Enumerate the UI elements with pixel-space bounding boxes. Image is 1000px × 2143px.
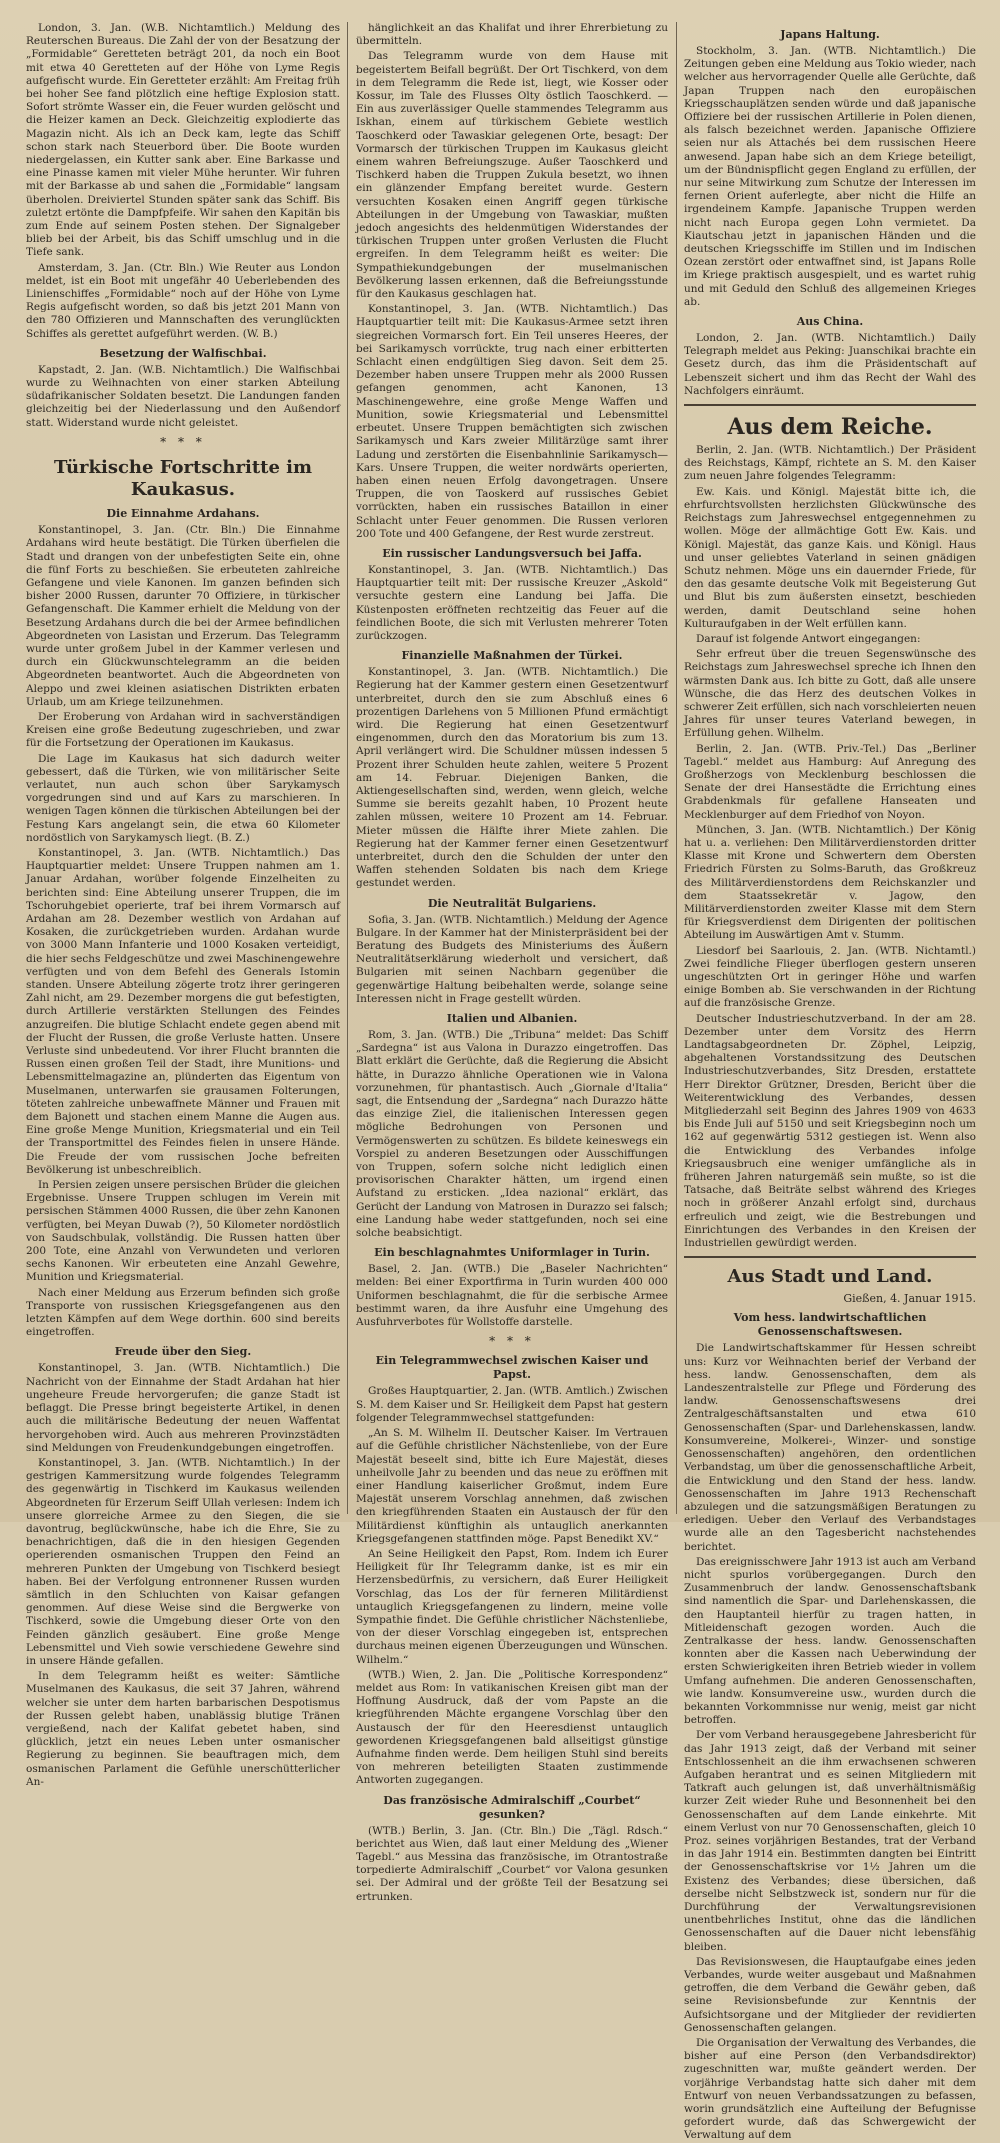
article-paragraph: In Persien zeigen unsere persischen Brüder die gleichen Ergebnisse. Unsere Truppen schlugen im Verein mit persischen Stämmen 4000 Russen, die über zehn Kanonen verfügten, bei Meyan Duwab (?), 50 Kilometer nordöstlich von Saudschbulak, vollständig. Die Russen hatten über 200 Tote, eine Anzahl von Verwundeten und verloren sechs Kanonen. Wir erbeuteten eine Anzahl Gewehre, Munition und Kriegsmaterial.: [26, 1179, 340, 1284]
column-rule: [347, 22, 348, 1514]
article-paragraph: Berlin, 2. Jan. (WTB. Nichtamtlich.) Der Präsident des Reichstags, Kämpf, richtete an S. M. den Kaiser zum neuen Jahre folgendes Telegramm:: [684, 444, 976, 483]
article-paragraph: „An S. M. Wilhelm II. Deutscher Kaiser. Im Vertrauen auf die Gefühle christlicher Nächstenliebe, von der Eure Majestät beseelt sind, bitte ich Eure Majestät, dieses unheilvolle Jahr zu beenden und das neue zu eröffnen mit einer Handlung kaiserlicher Großmut, indem Eure Majestät unserem Vorschlag annehmen, daß zwischen den kriegführenden Staaten ein Austausch der für den Militärdienst künftighin als untauglich anerkannten Kriegsgefangenen stattfinden möge. Papst Benedikt XV.“: [356, 1427, 668, 1545]
article-paragraph: Liesdorf bei Saarlouis, 2. Jan. (WTB. Nichtamtl.) Zwei feindliche Flieger überflogen gestern unseren ungeschützten Ort in geringer Höhe und warfen einige Bomben ab. Sie verschwanden in der Richtung auf die französische Grenze.: [684, 944, 976, 1010]
article-paragraph: Das Telegramm wurde von dem Hause mit begeistertem Beifall begrüßt. Der Ort Tischkerd, von dem in dem Telegramm die Rede ist, liegt, wie Kosser oder Kossur, im Tale des Flusses Olty östlich Taoschkerd. — Ein aus zuverlässiger Quelle stammendes Telegramm aus Iskhan, einem auf türkischem Gebiete westlich Taoschkerd oder Tawaskiar gelegenen Orte, besagt: Der Vormarsch der türkischen Truppen im Kaukasus gleicht einem wahren Befreiungszuge. Außer Taoschkerd und Tischkerd haben die Truppen Zukula besetzt, wo ihnen ein glänzender Empfang bereitet wurde. Gestern versuchten Kosaken einen Angriff gegen türkische Abteilungen in der Umgebung von Tawaskiar, mußten jedoch angesichts des heldenmütigen Widerstandes der türkischen Truppen unter großen Verlusten die Flucht ergreifen. In dem Telegramm heißt es weiter: Die Sympathiekundgebungen der muselmanischen Bevölkerung lassen erkennen, daß die Befreiungsstunde für den Kaukasus geschlagen hat.: [356, 50, 668, 301]
article-paragraph: Die Lage im Kaukasus hat sich dadurch weiter gebessert, daß die Türken, wie von militärischer Seite verlautet, nun auch schon über Sarykamysch vorgedrungen sind und auf Kars zu marschieren. In wenigen Tagen können die türkischen Abteilungen bei der Festung Kars angelangt sein, die etwa 60 Kilometer nordöstlich von Sarykamysch liegt. (B. Z.): [26, 752, 340, 844]
section-heading: Das französische Admiralschiff „Courbet“ gesunken?: [383, 1793, 641, 1821]
article-paragraph: Amsterdam, 3. Jan. (Ctr. Bln.) Wie Reuter aus London meldet, ist ein Boot mit ungefähr 40 Ueberlebenden des Linienschiffes „Formidable“ noch auf der Höhe von Lyme Regis aufgefischt worden, so daß bis jetzt 201 Mann von den 780 Offizieren und Mannschaften des verunglückten Schiffes als gerettet aufgeführt werden. (W. B.): [26, 261, 340, 340]
article-paragraph: Basel, 2. Jan. (WTB.) Die „Baseler Nachrichten“ melden: Bei einer Exportfirma in Turin wurden 400 000 Uniformen beschlagnahmt, die für die serbische Armee bestimmt waren, da ihre Ausfuhr eine Umgehung des Ausfuhrverbotes für Wollstoffe darstelle.: [356, 1263, 668, 1329]
section-heading: Ein Telegrammwechsel zwischen Kaiser und Papst.: [375, 1354, 649, 1382]
separator-stars: * * *: [160, 434, 206, 449]
article-paragraph: München, 3. Jan. (WTB. Nichtamtlich.) Der König hat u. a. verliehen: Den Militärverdienstorden dritter Klasse mit Krone und Schwertern dem Obersten Friedrich Fürsten zu Solms-Baruth, das Großkreuz des Militärverdienstordens dem Reichskanzler und dem Staatssekretär v. Jagow, den Militärverdienstorden zweiter Klasse mit dem Stern für Kriegsverdienst dem Dirigenten der politischen Abteilung im Auswärtigen Amt v. Stumm.: [684, 823, 976, 942]
column-middle: [356, 22, 668, 1903]
section-heading: Japans Haltung.: [780, 28, 880, 41]
article-paragraph: Kapstadt, 2. Jan. (W.B. Nichtamtlich.) Die Walfischbai wurde zu Weihnachten von einer starken Abteilung südafrikanischer Soldaten besetzt. Die Landungen fanden gleichzeitig bei der Niederlassung und den Außendorf statt. Widerstand wurde nicht geleistet.: [26, 363, 340, 429]
section-heading: Aus China.: [796, 315, 864, 329]
section-heading: Vom hess. landwirtschaftlichen Genossenschaftswesen.: [733, 1311, 927, 1339]
section-divider: [684, 404, 976, 406]
column-left: [26, 22, 340, 1788]
article-paragraph: Ew. Kais. und Königl. Majestät bitte ich, die ehrfurchtsvollsten herzlichsten Glückwünsche des Reichstags zum Jahreswechsel entgegennehmen zu wollen. Möge der allmächtige Gott Ew. Kais. und Königl. Majestät, das ganze Kais. und Königl. Haus und unser geliebtes Vaterland in seinen gnädigen Schutz nehmen. Möge uns ein dauernder Friede, für den das gesamte deutsche Volk mit Begeisterung Gut und Blut bis zum äußersten einsetzt, beschieden werden, damit Deutschland seine hohen Kulturaufgaben in der Welt erfüllen kann.: [684, 485, 976, 630]
section-heading: Die Einnahme Ardahans.: [106, 507, 260, 521]
article-paragraph: Konstantinopel, 3. Jan. (WTB. Nichtamtlich.) In der gestrigen Kammersitzung wurde folgendes Telegramm des gegenwärtig in Tischkerd im Kaukasus weilenden Abgeordneten für Erzerum Seiff Ullah verlesen: Indem ich unsere glorreiche Armee zu den Siegen, die sie davontrug, beglückwünsche, habe ich die Ehre, Sie zu benachrichtigen, daß die in den hiesigen Gegenden operierenden osmanischen Truppen den Feind an mehreren Punkten der Umgebung von Tischkerd besiegt haben. Bei der Verfolgung entronnener Russen wurden sämtlich in den Schluchten von Kaisar gefangen genommen. Auf diese Weise sind die Bergwerke von Tischkerd, sowie die Umgebung dieser Orte von den Feinden gänzlich gesäubert. Eine große Menge Lebensmittel und Vieh sowie verschiedene Gewehre sind in unsere Hände gefallen.: [26, 1456, 340, 1667]
article-paragraph: hänglichkeit an das Khalifat und ihrer Ehrerbietung zu übermitteln.: [356, 22, 668, 48]
main-headline: Türkische Fortschritte im Kaukasus.: [53, 457, 313, 501]
section-heading: Ein russischer Landungsversuch bei Jaffa.: [382, 546, 642, 560]
article-paragraph: (WTB.) Berlin, 3. Jan. (Ctr. Bln.) Die „Tägl. Rdsch.“ berichtet aus Wien, daß laut einer Meldung des „Wiener Tagebl.“ aus Messina das französische, im Otrantostraße torpedierte Admiralschiff „Courbet“ vor Valona gesunken sei. Der Admiral und der größte Teil der Besatzung sei ertrunken.: [356, 1824, 668, 1903]
article-paragraph: Sofia, 3. Jan. (WTB. Nichtamtlich.) Meldung der Agence Bulgare. In der Kammer hat der Ministerpräsident bei der Beratung des Budgets des Ministeriums des Äußern Neutralitätserklärung wiederholt und versichert, daß Bulgarien mit seinen Nachbarn gegenüber die gegenwärtige Haltung beibehalten werde, solange seine Interessen nicht in Frage gestellt würden.: [356, 913, 668, 1005]
article-paragraph: Konstantinopel, 3. Jan. (WTB. Nichtamtlich.) Das Hauptquartier meldet: Unsere Truppen nahmen am 1. Januar Ardahan, worüber folgende Einzelheiten zu berichten sind: Eine Abteilung unserer Truppen, die im Tschoruhgebiet operierte, traf bei ihrem Vormarsch auf Ardahan am 28. Dezember westlich von Ardahan auf Kosaken, die zurückgetrieben wurden. Ardahan wurde von 3000 Mann Infanterie und 1000 Kosaken verteidigt, die hier sechs Feldgeschütze und zwei Maschinengewehre verfügten und von dem Befehl des Generals Istomin standen. Unsere Abteilung zögerte trotz ihrer geringeren Zahl nicht, am 29. Dezember morgens die gut befestigten, durch Artillerie verstärkten Stellungen des Feindes anzugreifen. Die blutige Schlacht endete gegen abend mit der Flucht der Russen, die große Verluste hatten. Unsere Verluste sind unbedeutend. Vor ihrer Flucht brannten die Russen einen großen Teil der Stadt, ihre Munitions- und Lebensmittelmagazine an, plünderten das Eigentum von Muselmanen, unterwarfen sie grausamen Folterungen, töteten zahlreiche unbewaffnete Männer und Frauen mit dem Bajonett und stachen einem Manne die Augen aus. Eine große Menge Munition, Kriegsmaterial und ein Teil der Transportmittel des Feindes fielen in unsere Hände. Die Freude der vom russischen Joche befreiten Bevölkerung ist unbeschreiblich.: [26, 846, 340, 1176]
section-divider: [684, 1256, 976, 1258]
article-paragraph: Konstantinopel, 3. Jan. (Ctr. Bln.) Die Einnahme Ardahans wird heute bestätigt. Die Türken überfielen die Stadt und drangen von der unbefestigten Seite ein, ohne die fünf Forts zu beschießen. Sie erbeuteten zahlreiche Gefangene und viele Kanonen. Im ganzen befinden sich bisher 2000 Russen, darunter 70 Offiziere, in türkischer Gefangenschaft. Die Kammer erhielt die Meldung von der Besetzung Ardahans durch die bei der Armee befindlichen Abgeordneten von Lasistan und Erzerum. Das Telegramm wurde unter großem Jubel in der Kammer verlesen und durch ein Glückwunschtelegramm an die beiden Abgeordneten beantwortet. Auch die Abgeordneten von Aleppo und zwei kleinen asiatischen Distrikten erbaten Urlaub, um am Kriege teilzunehmen.: [26, 524, 340, 708]
article-paragraph: Rom, 3. Jan. (WTB.) Die „Tribuna“ meldet: Das Schiff „Sardegna“ ist aus Valona in Durazzo eingetroffen. Das Blatt erklärt die Gerüchte, daß die Regierung die Absicht hätte, in Durazzo ähnliche Operationen wie in Valona vorzunehmen, für phantastisch. Auch „Giornale d'Italia“ sagt, die Entsendung der „Sardegna“ nach Durazzo hätte das einzige Ziel, die italienischen Interessen gegen mögliche Bedrohungen von Personen und Vermögenswerten zu schützen. Es bildete keineswegs ein Vorspiel zu anderen Besetzungen oder Ausschiffungen von Truppen, sofern solche nicht lediglich einen provisorischen Charakter hätten, um irgend einen Aufstand zu ersticken. „Idea nazional“ erklärt, das Gerücht der Landung von Matrosen in Durazzo sei falsch; eine Landung habe weder stattgefunden, noch sei eine solche beabsichtigt.: [356, 1029, 668, 1240]
article-paragraph: Deutscher Industrieschutzverband. In der am 28. Dezember unter dem Vorsitz des Herrn Landtagsabgeordneten Dr. Zöphel, Leipzig, abgehaltenen Vorstandssitzung des Deutschen Industrieschutzverbandes, Sitz Dresden, erstattete Herr Direktor Grützner, Dresden, Bericht über die Weiterentwicklung des Verbandes, dessen Mitgliederzahl seit Beginn des Jahres 1909 von 4633 bis Ende Juli auf 5150 und seit Kriegsbeginn noch um 162 auf gegenwärtig 5312 gestiegen ist. Wenn also die Entwicklung des Verbandes infolge Kriegsausbruch eine weniger umfängliche als in früheren Jahren naturgemäß sein mußte, so ist die Tatsache, daß Beiträte selbst während des Krieges noch in größerer Anzahl erfolgt sind, durchaus erfreulich und zeigt, wie die Bestrebungen und Einrichtungen des Verbandes in den Kreisen der Industriellen gewürdigt werden.: [684, 1012, 976, 1250]
article-paragraph: Der vom Verband herausgegebene Jahresbericht für das Jahr 1913 zeigt, daß der Verband mit seiner Entschlossenheit an die ihm erwachsenen schweren Aufgaben herantrat und es seinen Mitgliedern mit Tatkraft auch gelungen ist, daß unverhältnismäßig kurzer Zeit wieder Ruhe und Besonnenheit bei den Genossenschaften auf dem Lande einkehrte. Mit einem Verlust von nur 70 Genossenschaften, gleich 10 Proz. seines vorjährigen Bestandes, trat der Verband in das Jahr 1914 ein. Bestimmten dangten bei Eintritt der Genossenschaftskrise vor 1½ Jahren um die Existenz des Verbandes; diese übersichen, daß derselbe nicht Selbstzweck ist, sondern nur für die Durchführung der Verwaltungsrevisionen unentbehrliches Institut, ohne das die ländlichen Genossenschaften auf die Dauer nicht lebensfähig bleiben.: [684, 1729, 976, 1953]
article-paragraph: Sehr erfreut über die treuen Segenswünsche des Reichstags zum Jahreswechsel spreche ich Ihnen den wärmsten Dank aus. Ich bitte zu Gott, daß alle unsere Wünsche, die das Herz des deutschen Volkes in schwerer Zeit erfüllen, sich nach vorschleierten neuen Jahres für unser teures Vaterland bewegen, in Erfüllung gehen. Wilhelm.: [684, 648, 976, 740]
article-paragraph: Großes Hauptquartier, 2. Jan. (WTB. Amtlich.) Zwischen S. M. dem Kaiser und Sr. Heiligkeit dem Papst hat gestern folgender Telegrammwechsel stattgefunden:: [356, 1385, 668, 1424]
article-paragraph: Nach einer Meldung aus Erzerum befinden sich große Transporte von russischen Kriegsgefangenen aus den letzten Kämpfen auf dem Wege dorthin. 600 sind bereits eingetroffen.: [26, 1286, 340, 1339]
section-heading: Italien und Albanien.: [446, 1012, 578, 1026]
article-paragraph: Der Eroberung von Ardahan wird in sachverständigen Kreisen eine große Bedeutung zugeschrieben, und zwar für die Fortsetzung der Operationen im Kaukasus.: [26, 710, 340, 750]
article-paragraph: Die Landwirtschaftskammer für Hessen schreibt uns: Kurz vor Weihnachten berief der Verband der hess. landw. Genossenschaften, dem als Landeszentralstelle zur Pflege und Förderung des landw. Genossenschaftswesens drei Zentralgeschäftsanstalten und etwa 610 Genossenschaften (Spar- und Darlehenskassen, landw. Konsumvereine, Molkerei-, Winzer- und sonstige Genossenschaften) angehören, den ordentlichen Verbandstag, um über die genossenschaftliche Arbeit, die Entwicklung und den Stand der hess. landw. Genossenschaften im Jahre 1913 Rechenschaft abzulegen und die satzungsmäßigen Beratungen zu erledigen. Ueber den Verlauf des Verbandstages wurde alle an den Tagesbericht nachstehendes berichtet.: [684, 1342, 976, 1553]
section-heading: Ein beschlagnahmtes Uniformlager in Turin.: [374, 1246, 650, 1260]
article-paragraph: An Seine Heiligkeit den Papst, Rom. Indem ich Eurer Heiligkeit für Ihr Telegramm danke, ist es mir ein Herzensbedürfnis, zu versichern, daß Eurer Heiligkeit Vorschlag, das Los der für ferneren Militärdienst untauglich Kriegsgefangenen zu lindern, meine volle Sympathie findet. Die Gefühle christlicher Nächstenliebe, von der dieser Vorschlag eingegeben ist, entsprechen durchaus meinen eigenen Überzeugungen und Wünschen. Wilhelm.“: [356, 1547, 668, 1666]
dateline: Gießen, 4. Januar 1915.: [843, 1292, 976, 1306]
section-heading: Freude über den Sieg.: [114, 1345, 252, 1359]
article-paragraph: (WTB.) Wien, 2. Jan. Die „Politische Korrespondenz“ meldet aus Rom: In vatikanischen Kreisen gibt man der Hoffnung Ausdruck, daß der vom Papste an die kriegführenden Mächte ergangene Vorschlag über den Austausch der für den Heeresdienst untauglich gewordenen Kriegsgefangenen bald allseitigst günstige Aufnahme finden werde. Dem heiligen Stuhl sind bereits von mehreren beteiligten Staaten zustimmende Antworten zugegangen.: [356, 1668, 668, 1787]
column-right: [684, 22, 976, 2142]
section-heading: Finanzielle Maßnahmen der Türkei.: [401, 649, 623, 663]
article-paragraph: Das ereignisschwere Jahr 1913 ist auch am Verband nicht spurlos vorübergegangen. Durch den Zusammenbruch der landw. Genossenschaftsbank sind namentlich die Spar- und Darlehenskassen, die den Hauptanteil hierfür zu tragen hatten, in Mitleidenschaft gezogen worden. Auch die Zentralkasse der hess. landw. Genossenschaften konnten aber die Kassen nach Ueberwindung der ersten Schwierigkeiten ihren Betrieb wieder in vollem Umfang aufnehmen. Die anderen Genossenschaften, wie landw. Konsumvereine usw., wurden durch die bekannten Vorkommnisse nur wenig, meist gar nicht betroffen.: [684, 1555, 976, 1727]
section-heading: Besetzung der Walfischbai.: [99, 346, 267, 360]
article-paragraph: Konstantinopel, 3. Jan. (WTB. Nichtamtlich.) Das Hauptquartier teilt mit: Der russische Kreuzer „Askold“ versuchte gestern eine Landung bei Jaffa. Die Küstenposten eröffneten rechtzeitig das Feuer auf die feindlichen Boote, die sich mit Verlusten mehrerer Toten zurückzogen.: [356, 563, 668, 642]
article-paragraph: London, 2. Jan. (WTB. Nichtamtlich.) Daily Telegraph meldet aus Peking: Juanschikai brachte ein Gesetz durch, das ihm die Präsidentschaft auf Lebenszeit sichert und ihm das Recht der Wahl des Nachfolgers einräumt.: [684, 332, 976, 397]
article-paragraph: Stockholm, 3. Jan. (WTB. Nichtamtlich.) Die Zeitungen geben eine Meldung aus Tokio wieder, nach welcher aus hervorragender Quelle alle Gerüchte, daß Japan Truppen nach den europäischen Kriegsschauplätzen senden würde und daß japanische Offiziere bei der russischen Artillerie in Polen dienen, als falsch bezeichnet werden. Japanische Offiziere seien nur als Attachés bei dem russischen Heere anwesend. Japan habe sich an dem Kriege beteiligt, um der Bündnispflicht gegen England zu erfüllen, der nur seine Mitwirkung zum Schutze der Interessen im fernen Orient auferlegte, aber nicht die Hilfe an irgendeinem Kampfe. Japanische Truppen werden nicht nach Europa gegen Lohn vermietet. Da Kiautschau jetzt in japanischen Händen und die deutschen Kriegsschiffe im Stillen und im Indischen Ozean zerstört oder entwaffnet sind, ist Japans Rolle im Kriege praktisch ausgespielt, und es wartet ruhig und mit Geduld den Schluß des allgemeinen Krieges ab.: [684, 45, 976, 308]
article-paragraph: London, 3. Jan. (W.B. Nichtamtlich.) Meldung des Reuterschen Bureaus. Die Zahl der von der Besatzung der „Formidable“ Geretteten beträgt 201, da noch ein Boot mit etwa 40 Geretteten auf der Höhe von Lyme Regis aufgefischt wurde. Ein Geretteter erzählt: Am Freitag früh bei hoher See fand plötzlich eine heftige Explosion statt. Sofort strömte Wasser ein, die Feuer wurden gelöscht und die Heizer kamen an Deck. Gleichzeitig explodierte das Magazin nicht. Als ich an Deck kam, legte das Schiff schon stark nach Steuerbord über. Die Boote wurden niedergelassen, ein Kutter sank aber. Eine Barkasse und eine Pinasse kamen mit vieler Mühe herunter. Wir fuhren mit der Barkasse ab und sahen die „Formidable“ langsam überholen. Dreiviertel Stunden später sank das Schiff. Bis zuletzt ertönte die Dampfpfeife. Wir sahen den Kapitän bis zum Ende auf seinem Posten stehen. Der Signalgeber blieb bei der Arbeit, bis das Schiff umschlug und in die Tiefe sank.: [26, 22, 340, 259]
section-headline: Aus Stadt und Land.: [727, 1266, 933, 1288]
article-paragraph: Das Revisionswesen, die Hauptaufgabe eines jeden Verbandes, wurde weiter ausgebaut und Maßnahmen getroffen, die dem Verband die Gewähr geben, daß seine Revisionsbefunde zur Kenntnis der Aufsichtsorgane und der Mitglieder der revidierten Genossenschaften gelangen.: [684, 1955, 976, 2034]
separator-stars: * * *: [489, 1334, 535, 1349]
article-paragraph: In dem Telegramm heißt es weiter: Sämtliche Muselmanen des Kaukasus, die seit 37 Jahren, während welcher sie unter dem harten barbarischen Despotismus der Russen gelebt haben, unablässig blutige Tränen vergießend, nach der Kalifat gebetet haben, sind glücklich, jetzt ein neues Leben unter osmanischer Regierung zu beginnen. Sie beauftragen mich, dem osmanischen Parlament die Gefühle unerschütterlicher An-: [26, 1670, 340, 1788]
article-paragraph: Berlin, 2. Jan. (WTB. Priv.-Tel.) Das „Berliner Tagebl.“ meldet aus Hamburg: Auf Anregung des Großherzogs von Mecklenburg beschlossen die Senate der drei Hansestädte die Errichtung eines Grabdenkmals für gefallene Hanseaten und Mecklenburger auf dem Friedhof von Noyon.: [684, 742, 976, 821]
section-heading: Die Neutralität Bulgariens.: [427, 896, 597, 910]
section-headline: Aus dem Reiche.: [727, 414, 933, 441]
article-paragraph: Konstantinopel, 3. Jan. (WTB. Nichtamtlich.) Die Nachricht von der Einnahme der Stadt Ardahan hat hier ungeheure Freude hervorgerufen; die ganze Stadt ist beflaggt. Die Presse bringt begeisterte Artikel, in denen auch die militärische Bedeutung der neuen Waffentat hervorgehoben wird. Auch aus mehreren Provinzstädten sind Meldungen von Freudenkundgebungen eingetroffen.: [26, 1362, 340, 1454]
column-rule: [676, 22, 677, 1514]
article-paragraph: Konstantinopel, 3. Jan. (WTB. Nichtamtlich.) Die Regierung hat der Kammer gestern einen Gesetzentwurf unterbreitet, durch den sie zum Abschluß eines 6 prozentigen Darlehens von 5 Millionen Pfund ermächtigt wird. Die Regierung hat einen Gesetzentwurf eingenommen, durch den das Moratorium bis zum 13. April verlängert wird. Die Schuldner müssen indessen 5 Prozent ihrer Schulden heute zahlen, weitere 5 Prozent am 14. Februar. Diejenigen Banken, die Aktiengesellschaften sind, werden, wenn gleich, welche Summe sie bereits gezahlt haben, 10 Prozent heute zahlen müssen, weitere 10 Prozent am 14. Februar. Mieter müssen die Hälfte ihrer Miete zahlen. Die Regierung hat der Kammer ferner einen Gesetzentwurf unterbreitet, durch den die Schulden der unter den Waffen stehenden Soldaten bis nach dem Kriege gestundet werden.: [356, 666, 668, 890]
article-paragraph: Konstantinopel, 3. Jan. (WTB. Nichtamtlich.) Das Hauptquartier teilt mit: Die Kaukasus-Armee setzt ihren siegreichen Vormarsch fort. Ein Teil unseres Heeres, der bei Sarikamysch vorrückte, trug nach einer erbitterten Schlacht einen endgültigen Sieg davon. Seit dem 25. Dezember haben unsere Truppen mehr als 2000 Russen gefangen genommen, acht Kanonen, 13 Maschinengewehre, eine große Menge Waffen und Munition, sowie Kriegsmaterial und Lebensmittel erbeutet. Unsere Truppen bemächtigten sich zwischen Sarikamysch und Kars zweier Militärzüge samt ihrer Ladung und zerstörten die Eisenbahnlinie Sarikamysch—Kars. Unsere Truppen, die weiter nordwärts operierten, haben einen neuen Erfolg davongetragen. Unsere Truppen, die von Taoskerd auf russisches Gebiet vorrückten, haben ein russisches Bataillon in einer Schlacht unter Feuer genommen. Die Russen verloren 200 Tote und 400 Gefangene, der Rest wurde zerstreut.: [356, 303, 668, 540]
article-paragraph: Darauf ist folgende Antwort eingegangen:: [696, 632, 921, 645]
article-paragraph: Die Organisation der Verwaltung des Verbandes, die bisher auf eine Person (den Verbandsdirektor) zugeschnitten war, mußte geändert werden. Der vorjährige Verbandstag hatte sich daher mit dem Entwurf von neuen Verbandssatzungen zu befassen, worin grundsätzlich eine Aufteilung der Befugnisse gefordert wurde, daß das Schwergewicht der Verwaltung auf dem: [684, 2037, 976, 2142]
